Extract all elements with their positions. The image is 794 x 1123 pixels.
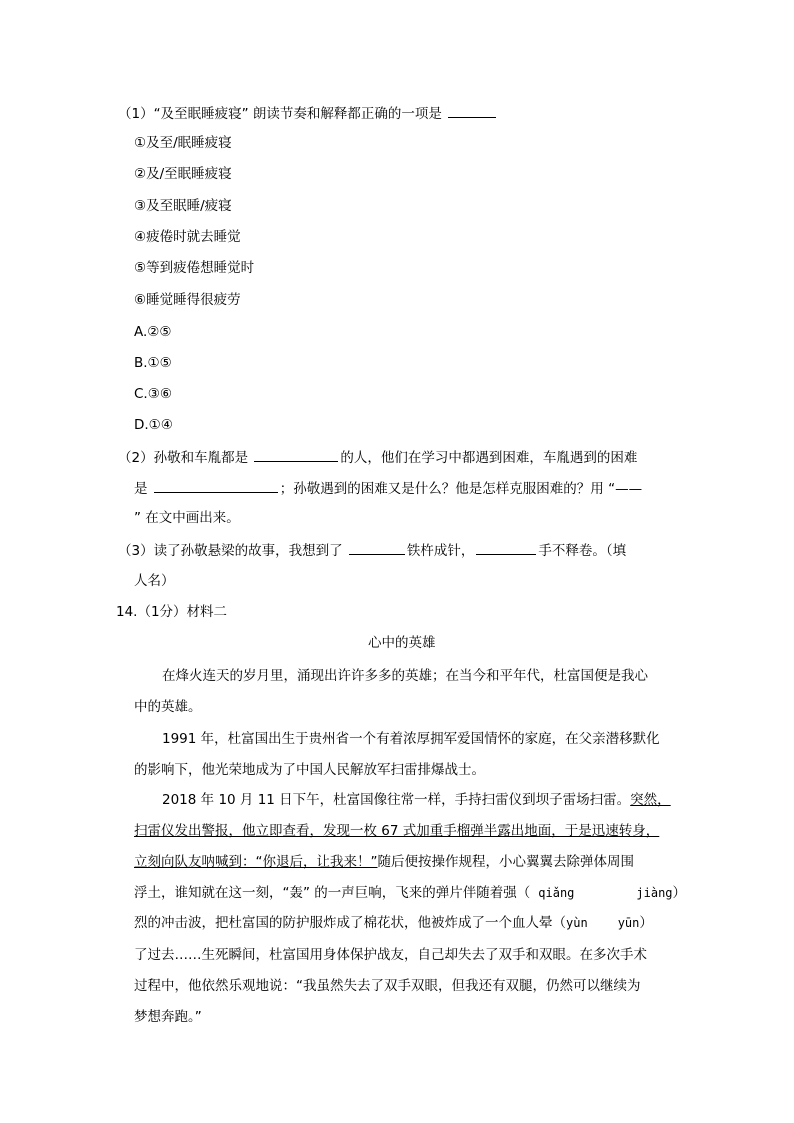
paragraph-line: 过程中，他依然乐观地说：“我虽然失去了双手双眼，但我还有双腿，仍然可以继续为 [134,978,641,994]
q2-text: （2）孙敬和车胤都是 [118,450,249,466]
paragraph-line: 在烽火连天的岁月里，涌现出许许多多的英雄；在当今和平年代，杜富国便是我心 [162,668,648,684]
pinyin: yūn [617,916,640,930]
text: 随后便按操作规程，小心翼翼去除弹体周围 [377,854,634,870]
q2-text: ；孙敬遇到的困难又是什么？他是怎样克服困难的？用 “—— [279,481,643,497]
underlined-text: 突然， [630,792,671,808]
paragraph-line: 的影响下，他光荣地成为了中国人民解放军扫雷排爆战士。 [134,762,485,778]
paragraph-line [134,914,653,932]
q3-text: 手不释卷。（填 [538,543,627,559]
paragraph-line: 中的英雄。 [134,699,202,715]
underlined-text: 扫雷仪发出警报，他立即查看，发现一枚 67 式加重手榴弹半露出地面，于是迅速转身， [134,823,660,839]
q1-stem [118,104,498,123]
q3-text: 铁杵成针， [406,543,475,559]
text: ） [639,915,653,931]
q1-option: D.①④ [134,417,173,433]
text: ） [672,885,687,901]
q2-line: ” 在文中画出来。 [134,510,240,526]
pinyin: yùn [566,916,588,930]
paragraph-line: 1991 年，杜富国出生于贵州省一个有着浓厚拥军爱国情怀的家庭，在父亲潜移默化 [162,731,660,747]
q2-text: 是 [134,481,148,497]
text: 2018 年 10 月 11 日下午，杜富国像往常一样，手持扫雷仪到坝子雷场扫雷。 [162,792,631,808]
q1-item: ①及至/眠睡疲寝 [134,135,232,151]
paragraph-line [134,853,634,871]
q2-text: 的人，他们在学习中都遇到困难，车胤遇到的困难 [340,450,638,466]
q1-item: ⑥睡觉睡得很疲劳 [134,292,241,308]
answer-blank [154,479,278,493]
paragraph-line [134,884,686,902]
article-title: 心中的英雄 [368,635,436,651]
text: 浮土，谁知就在这一刻，“轰” 的一声巨响，飞来的弹片伴随着强（ [134,885,531,901]
pinyin: qiǎng [538,886,575,900]
pinyin: jiàng [636,886,673,900]
answer-blank [254,448,338,462]
question-14-heading: 14.（1分）材料二 [116,604,228,620]
paragraph-line [162,791,671,809]
q2-line [118,448,637,467]
q3-text: （3）读了孙敬悬梁的故事，我想到了 [118,543,343,559]
q1-option: C.③⑥ [134,386,172,402]
answer-blank [476,541,536,555]
q1-option: A.②⑤ [134,324,172,340]
q1-item: ⑤等到疲倦想睡觉时 [134,260,255,276]
q1-item: ④疲倦时就去睡觉 [134,229,241,245]
text: 烈的冲击波，把杜富国的防护服炸成了棉花状，他被炸成了一个血人晕（ [134,915,566,931]
q2-line [134,479,642,498]
answer-blank [448,104,496,118]
answer-blank [349,541,405,555]
paragraph-line: 了过去……生死瞬间，杜富国用身体保护战友，自己却失去了双手和双眼。在多次手术 [134,947,647,963]
q1-item: ③及至眠睡/疲寝 [134,198,232,214]
q1-text: （1）“及至眠睡疲寝” 朗读节奏和解释都正确的一项是 [118,106,442,122]
paragraph-line: 梦想奔跑。” [134,1009,202,1025]
q3-line [118,541,626,560]
q1-item: ②及/至眠睡疲寝 [134,166,232,182]
underlined-text: 立刻向队友呐喊到：“你退后，让我来！” [134,854,378,870]
q1-option: B.①⑤ [134,355,172,371]
q3-line: 人名） [134,573,175,589]
